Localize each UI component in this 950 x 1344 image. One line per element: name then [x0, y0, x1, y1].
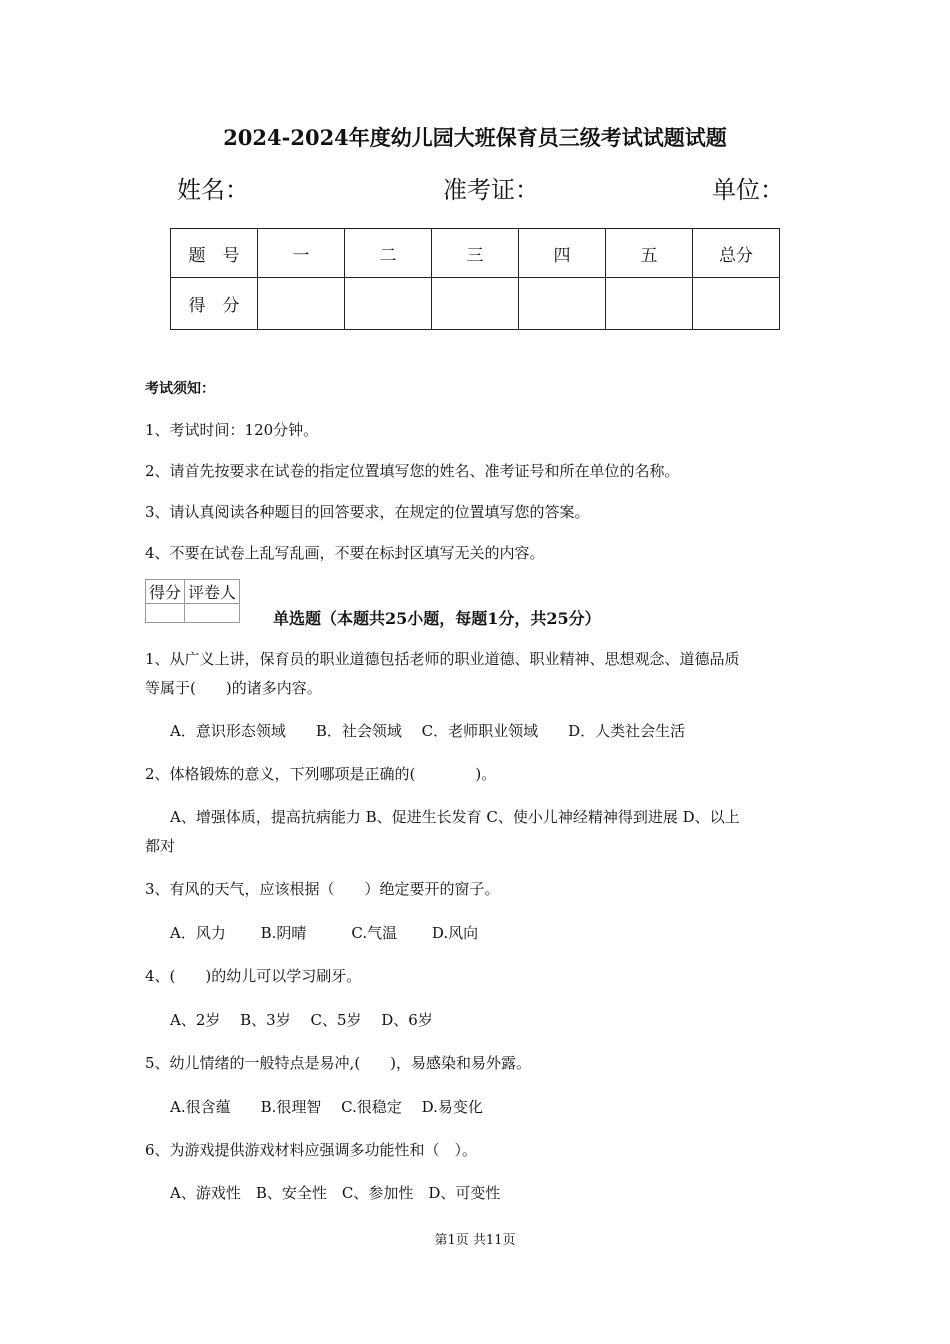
exam-id-field-label: 准考证：	[443, 176, 539, 204]
score-table-header-row	[171, 229, 780, 278]
score-input-cell	[258, 278, 345, 330]
question-options: A.很含蕴 B.很理智 C.很稳定 D.易变化	[170, 1098, 483, 1116]
score-input-cell	[432, 278, 519, 330]
score-input-cell	[693, 278, 780, 330]
score-table-cell: 总分	[693, 229, 780, 278]
notice-item: 4、不要在试卷上乱写乱画，不要在标封区填写无关的内容。	[145, 544, 545, 562]
question-options: A．意识形态领域 B．社会领域 C．老师职业领域 D．人类社会生活	[170, 722, 686, 740]
question-options: 都对	[145, 837, 176, 855]
page-title: 2024-2024年度幼儿园大班保育员三级考试试题试题	[223, 125, 727, 150]
grader-score-cell	[146, 604, 185, 623]
question-options: A．风力 B.阴晴 C.气温 D.风向	[170, 924, 479, 942]
question-text: 6、为游戏提供游戏材料应强调多功能性和（ ）。	[145, 1141, 478, 1159]
grader-box	[145, 579, 240, 623]
notice-item: 2、请首先按要求在试卷的指定位置填写您的姓名、准考证号和所在单位的名称。	[145, 462, 680, 480]
notice-item: 3、请认真阅读各种题目的回答要求，在规定的位置填写您的答案。	[145, 503, 590, 521]
name-field-label: 姓名：	[177, 176, 249, 204]
section-title: 单选题（本题共25小题，每题1分，共25分）	[273, 609, 601, 628]
question-options: A、游戏性 B、安全性 C、参加性 D、可变性	[170, 1184, 501, 1202]
grader-name-cell	[185, 604, 240, 623]
score-table-cell: 五	[606, 229, 693, 278]
score-table-cell: 得 分	[171, 278, 258, 330]
grader-name-label: 评卷人	[185, 580, 240, 604]
score-table-cell: 三	[432, 229, 519, 278]
question-text: 1、从广义上讲，保育员的职业道德包括老师的职业道德、职业精神、思想观念、道德品质	[145, 650, 740, 668]
score-table	[170, 228, 780, 330]
score-input-cell	[606, 278, 693, 330]
notice-heading: 考试须知：	[145, 381, 215, 397]
unit-field-label: 单位：	[712, 176, 784, 204]
question-text: 3、有风的天气，应该根据（ ）绝定要开的窗子。	[145, 880, 500, 898]
score-input-cell	[519, 278, 606, 330]
score-table-cell: 四	[519, 229, 606, 278]
question-options: A、2岁 B、3岁 C、5岁 D、6岁	[170, 1011, 433, 1029]
question-text: 5、幼儿情绪的一般特点是易冲,( )，易感染和易外露。	[145, 1054, 532, 1072]
score-table-cell: 一	[258, 229, 345, 278]
score-table-cell: 二	[345, 229, 432, 278]
page-footer: 第1页 共11页	[434, 1233, 516, 1248]
question-options: A、增强体质，提高抗病能力 B、促进生长发育 C、使小儿神经精神得到进展 D、以上	[170, 808, 740, 826]
score-table-cell: 题 号	[171, 229, 258, 278]
score-input-cell	[345, 278, 432, 330]
score-table-score-row	[171, 278, 780, 330]
question-text: 4、( )的幼儿可以学习刷牙。	[145, 967, 362, 985]
grader-score-label: 得分	[146, 580, 185, 604]
question-text: 2、体格锻炼的意义，下列哪项是正确的( )。	[145, 765, 497, 783]
notice-item: 1、考试时间：120分钟。	[145, 421, 319, 439]
question-text: 等属于( )的诸多内容。	[145, 679, 322, 697]
